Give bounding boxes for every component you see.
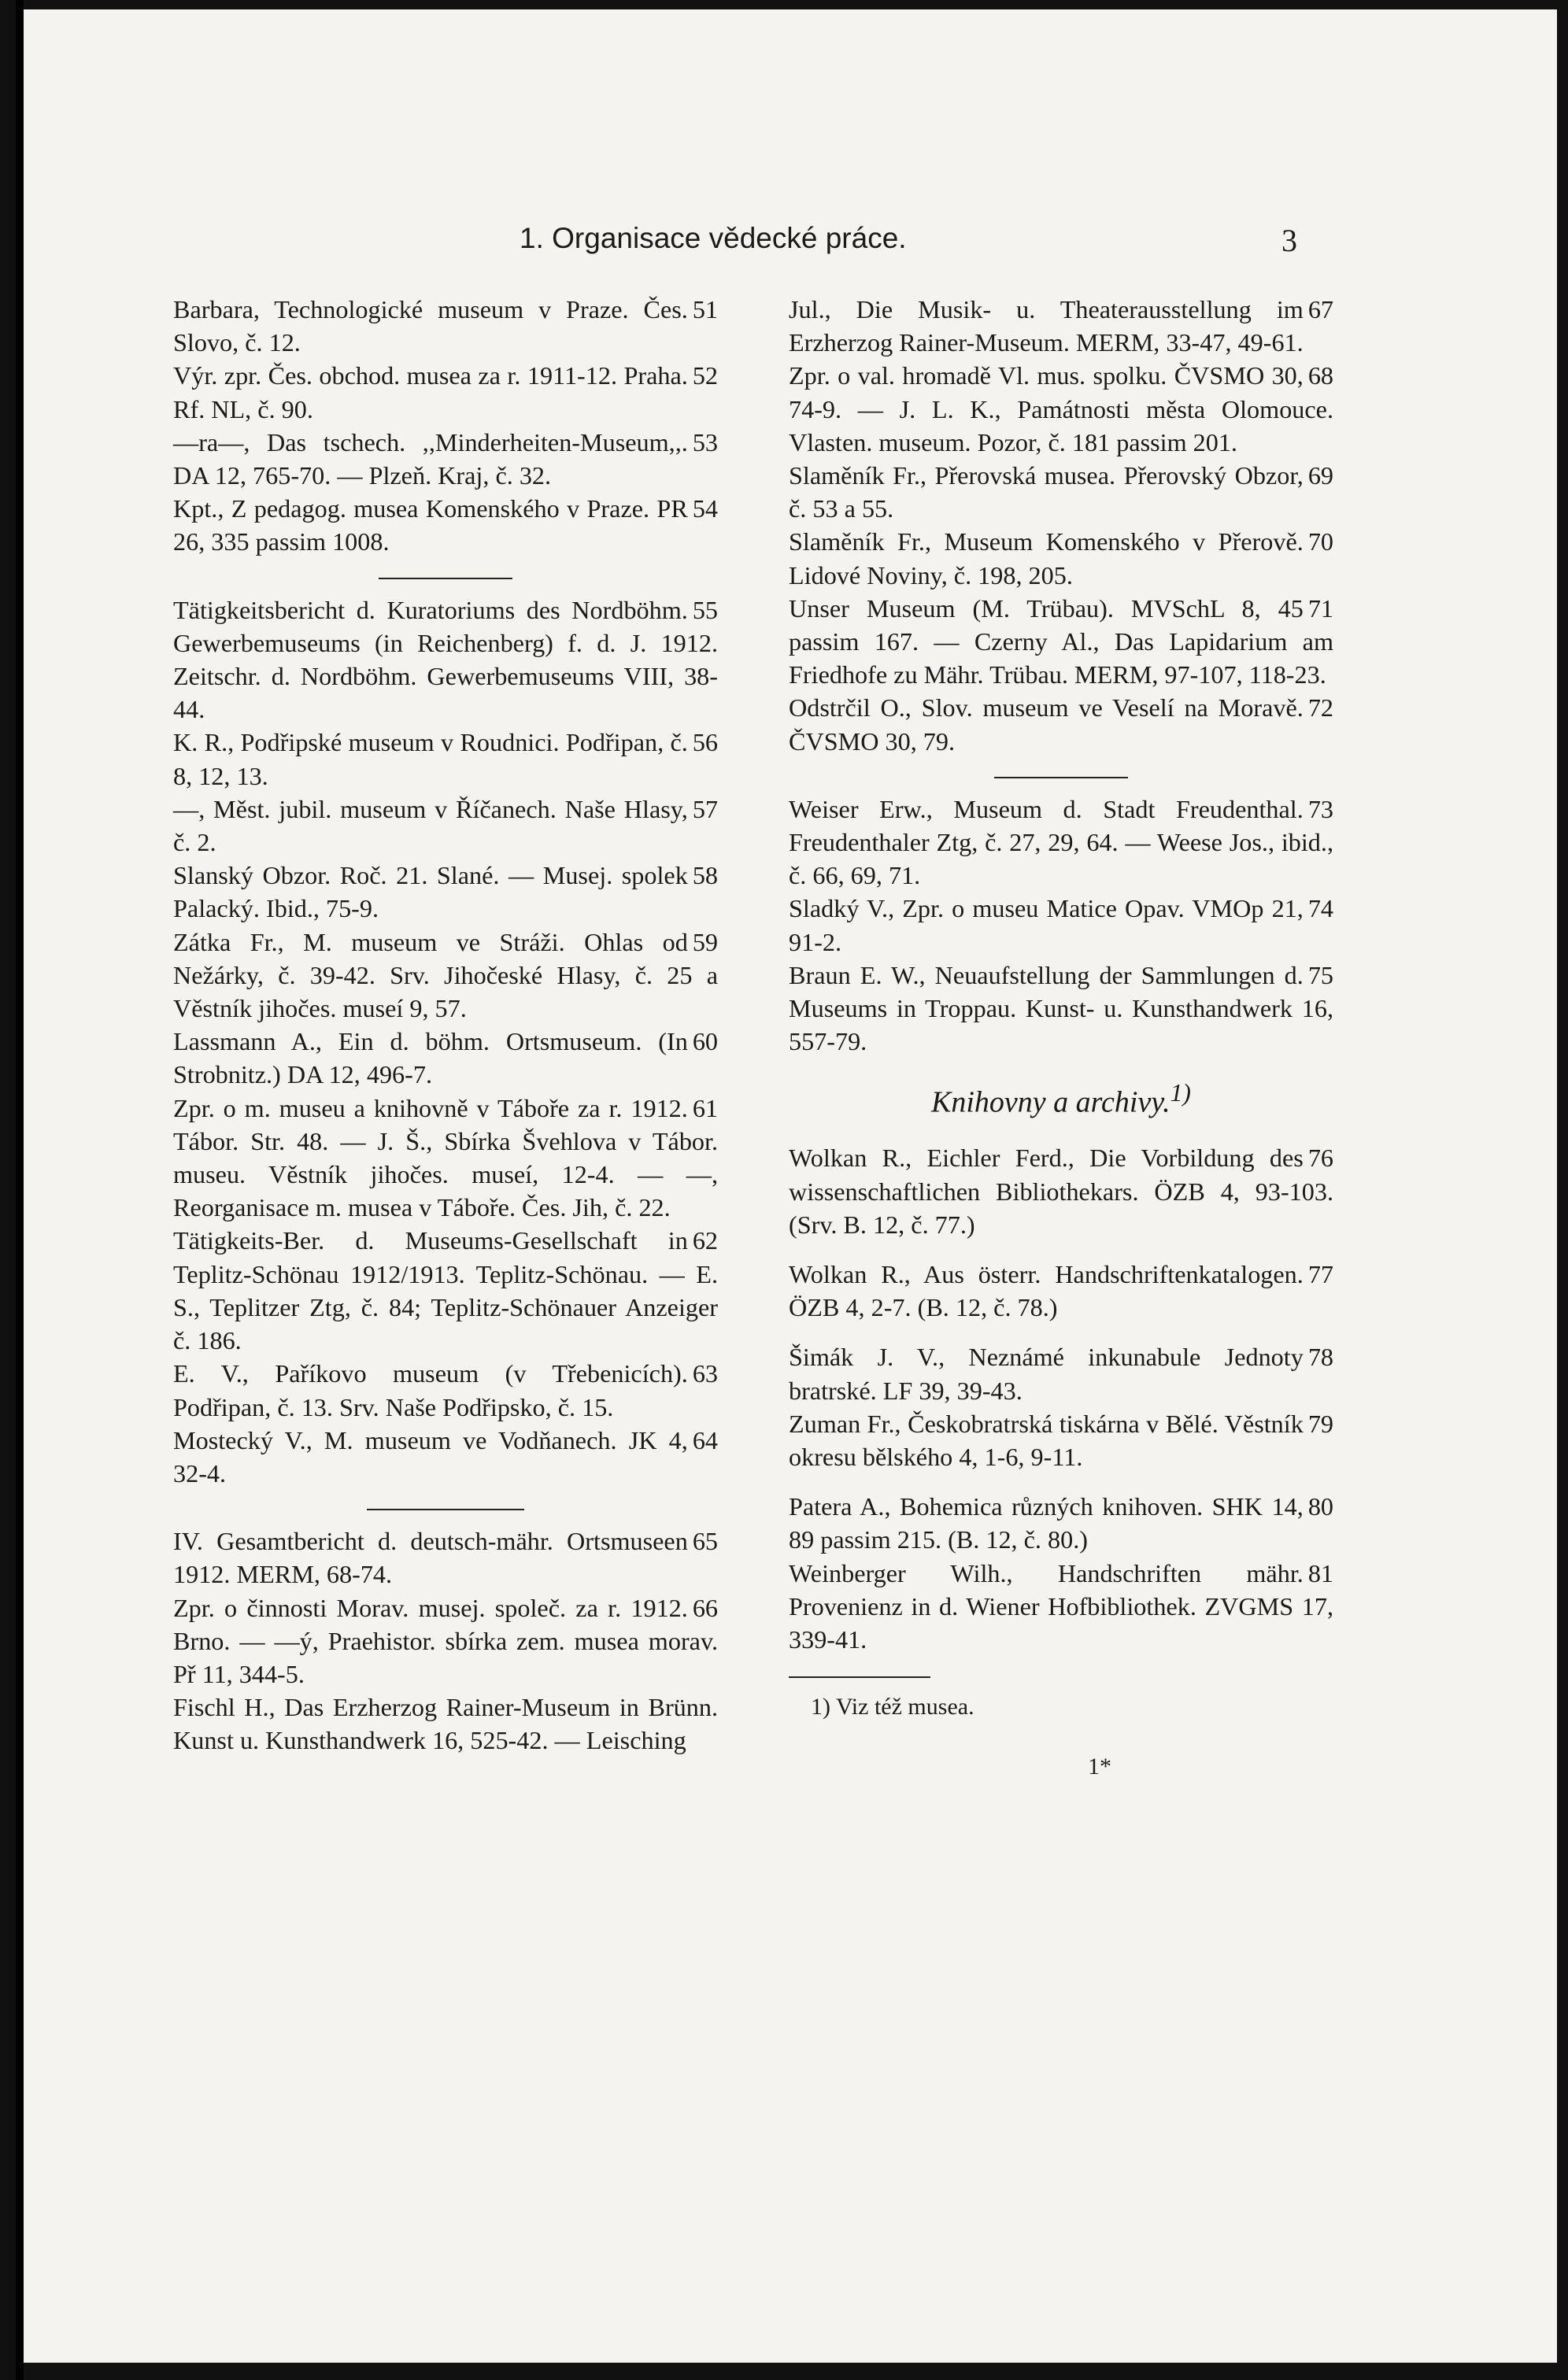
- entry: 52 Výr. zpr. Čes. obchod. musea za r. 1911-12. Praha. Rf. NL, č. 90.: [173, 361, 718, 423]
- running-head: 1. Organisace vědecké práce.: [520, 222, 907, 254]
- entry: 81 Weinberger Wilh., Handschriften mähr. Provenienz in d. Wiener Hofbibliothek. ZVGMS 17, 339-41.: [789, 1558, 1333, 1654]
- entry: 73 Weiser Erw., Museum d. Stadt Freudenthal. Freudenthaler Ztg, č. 27, 29, 64. — Weese Jos., ibid., č. 66, 69, 71.: [789, 794, 1333, 890]
- entry: 54 Kpt., Z pedagog. musea Komenského v Praze. PR 26, 335 passim 1008.: [173, 494, 718, 556]
- entry: 79 Zuman Fr., Českobratrská tiskárna v Bělé. Věstník okresu bělského 4, 1-6, 9-11.: [789, 1409, 1333, 1471]
- entry: 62 Tätigkeits-Ber. d. Museums-Gesellschaft in Teplitz-Schönau 1912/1913. Teplitz-Schönau. — E. S., Teplitzer Ztg, č. 84; Teplitz-Schönauer Anzeiger č. 186.: [173, 1226, 718, 1355]
- entry: 65 IV. Gesamtbericht d. deutsch-mähr. Ortsmuseen 1912. MERM, 68-74.: [173, 1527, 718, 1589]
- entry: 67 Jul., Die Musik- u. Theaterausstellung im Erzherzog Rainer-Museum. MERM, 33-47, 49-61.: [789, 295, 1333, 357]
- entry: 58 Slanský Obzor. Roč. 21. Slané. — Musej. spolek Palacký. Ibid., 75-9.: [173, 861, 718, 923]
- entry: 66 Zpr. o činnosti Morav. musej. společ. za r. 1912. Brno. — —ý, Praehistor. sbírka zem. musea morav. Př 11, 344-5.: [173, 1593, 718, 1688]
- entry: 63 E. V., Paříkovo museum (v Třebenicích). Podřipan, č. 13. Srv. Naše Podřipsko, č. 15.: [173, 1359, 718, 1421]
- entry: 68 Zpr. o val. hromadě Vl. mus. spolku. ČVSMO 30, 74-9. — J. L. K., Památnosti města Olomouce. Vlasten. museum. Pozor, č. 181 passim 201.: [789, 361, 1333, 456]
- signature-mark: 1*: [1088, 1754, 1111, 1780]
- entry: 69 Slaměník Fr., Přerovská musea. Přerovský Obzor, č. 53 a 55.: [789, 461, 1333, 523]
- entry: 57 —, Měst. jubil. museum v Říčanech. Naše Hlasy, č. 2.: [173, 794, 718, 857]
- divider: [994, 777, 1128, 778]
- entry: 60 Lassmann A., Ein d. böhm. Ortsmuseum. (In Strobnitz.) DA 12, 496-7.: [173, 1027, 718, 1089]
- scan-edge: [16, 0, 24, 2380]
- entry: 71 Unser Museum (M. Trübau). MVSchL 8, 45 passim 167. — Czerny Al., Das Lapidarium am Friedhofe zu Mähr. Trübau. MERM, 97-107, 118-23.: [789, 593, 1333, 689]
- footnote-rule: [789, 1676, 930, 1678]
- page-number: 3: [1281, 223, 1297, 258]
- entry: 77 Wolkan R., Aus österr. Handschriftenkatalogen. ÖZB 4, 2-7. (B. 12, č. 78.): [789, 1259, 1333, 1322]
- entry: 64 Mostecký V., M. museum ve Vodňanech. JK 4, 32-4.: [173, 1425, 718, 1488]
- entry: 72 Odstrčil O., Slov. museum ve Veselí na Moravě. ČVSMO 30, 79.: [789, 693, 1333, 756]
- footnote: 1) Viz též musea.: [811, 1694, 974, 1720]
- entry: 51 Barbara, Technologické museum v Praze. Čes. Slovo, č. 12.: [173, 295, 718, 357]
- entry: 59 Zátka Fr., M. museum ve Stráži. Ohlas od Nežárky, č. 39-42. Srv. Jihočeské Hlasy, č. 25 a Věstník jihočes. museí 9, 57.: [173, 927, 718, 1023]
- entry: 56 K. R., Podřipské museum v Roudnici. Podřipan, č. 8, 12, 13.: [173, 728, 718, 790]
- right-column: [789, 293, 1333, 1784]
- entry: Fischl H., Das Erzherzog Rainer-Museum in Brünn. Kunst u. Kunsthandwerk 16, 525-42. — Leisching: [173, 1693, 718, 1755]
- left-column: [173, 293, 718, 1757]
- section-heading: Knihovny a archivy.$^{1)}$: [931, 1079, 1191, 1120]
- entry: 61 Zpr. o m. museu a knihovně v Táboře za r. 1912. Tábor. Str. 48. — J. Š., Sbírka Švehlova v Tábor. museu. Věstník jihočes. museí, 12-4. — —, Reorganisace m. musea v Táboře. Čes. Jih, č. 22.: [173, 1093, 718, 1222]
- entry: 53 —ra—, Das tschech. ,,Minderheiten-Museum,,. DA 12, 765-70. — Plzeň. Kraj, č. 32.: [173, 427, 718, 490]
- divider: [379, 578, 512, 579]
- entry: 74 Sladký V., Zpr. o museu Matice Opav. VMOp 21, 91-2.: [789, 894, 1333, 956]
- entry: 70 Slaměník Fr., Museum Komenského v Přerově. Lidové Noviny, č. 198, 205.: [789, 527, 1333, 589]
- entry: 80 Patera A., Bohemica různých knihoven. SHK 14, 89 passim 215. (B. 12, č. 80.): [789, 1492, 1333, 1554]
- entry: 78 Šimák J. V., Neznámé inkunabule Jednoty bratrské. LF 39, 39-43.: [789, 1343, 1333, 1405]
- entry: 75 Braun E. W., Neuaufstellung der Sammlungen d. Museums in Troppau. Kunst- u. Kunsthandwerk 16, 557-79.: [789, 960, 1333, 1056]
- entry: 76 Wolkan R., Eichler Ferd., Die Vorbildung des wissenschaftlichen Bibliothekars. ÖZB 4, 93-103. (Srv. B. 12, č. 77.): [789, 1144, 1333, 1239]
- divider: [367, 1509, 524, 1510]
- entry: 55 Tätigkeitsbericht d. Kuratoriums des Nordböhm. Gewerbemuseums (in Reichenberg) f. d. J. 1912. Zeitschr. d. Nordböhm. Gewerbemuseums VIII, 38-44.: [173, 595, 718, 724]
